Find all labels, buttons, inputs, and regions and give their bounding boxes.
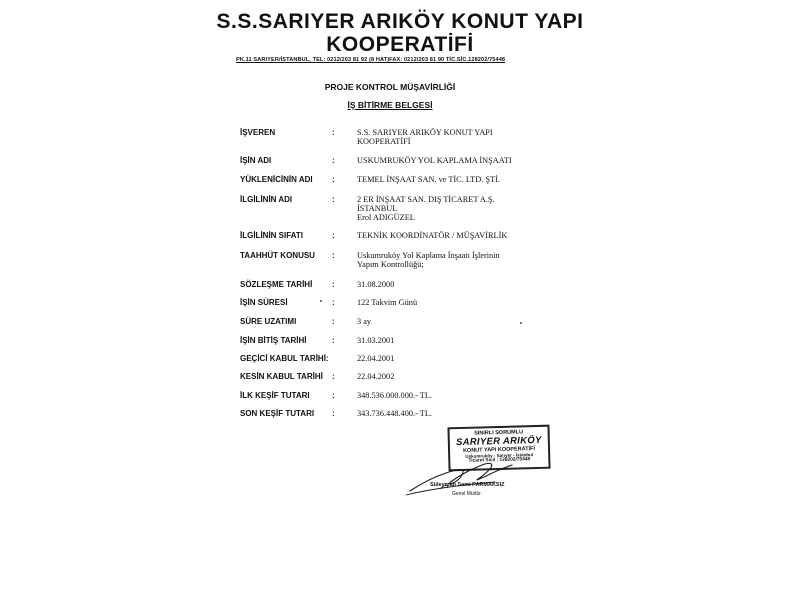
colon: : [332,391,335,400]
signatory-name: Süleyman Sami PARMAKSIZ [430,482,505,488]
value-line: USKUMRUKÖY YOL KAPLAMA İNŞAATI [357,156,512,165]
subheading: PROJE KONTROL MÜŞAVİRLİĞİ [324,82,456,92]
value-line: 31.03.2001 [357,336,395,345]
label-ilgilinin-sifati: İLGİLİNİN SIFATI [240,231,303,240]
value-isin-bitis-tarihi [357,336,394,345]
stamp-line: SINIRLI SORUMLU [474,429,524,437]
value-line: KOOPERATİFİ [357,137,411,146]
value-ilgilinin-adi [357,195,495,222]
colon: : [332,372,335,381]
value-ilgilinin-sifati [357,231,507,240]
value-line: 348.536.000.000.- TL. [357,391,432,400]
value-sozlesme-tarihi [357,280,394,289]
value-line: 343.736.448.400.- TL. [357,409,432,418]
value-line: 22.04.2002 [357,372,395,381]
value-yuklenicinin-adi [357,175,500,184]
value-line: Uskumruköy Yol Kaplama İnşaatı İşlerinin [357,251,500,260]
value-isveren [357,128,493,146]
label-kesin-kabul-tarihi: KESİN KABUL TARİHİ [240,372,323,381]
value-isin-suresi [357,298,417,307]
value-taahhut-konusu [357,251,500,269]
stamp-line: KONUT YAPI KOOPERATİFİ [462,446,536,454]
value-line: 31.08.2000 [357,280,395,289]
colon: : [332,175,335,184]
value-line: 3 ay [357,317,372,326]
label-ilk-kesif-tutari: İLK KEŞİF TUTARI [240,391,310,400]
value-line: S.S. SARIYER ARIKÖY KONUT YAPI [357,128,493,137]
value-son-kesif-tutari [357,409,432,418]
value-line: TEKNİK KOORDİNATÖR / MÜŞAVİRLİK [357,231,508,240]
value-kesin-kabul-tarihi [357,372,394,381]
label-isin-bitis-tarihi: İŞİN BİTİŞ TARİHİ [240,336,307,345]
colon: : [332,298,335,307]
colon: : [332,317,335,326]
contact-line: PK.11 SARIYER/İSTANBUL, TEL: 0212/203 81 92 (8 HAT)FAX: 0212/203 81 90 TİC.SİC.128202/75448 [236,57,506,63]
label-sure-uzatimi: SÜRE UZATIMI [240,317,297,326]
colon: : [332,156,335,165]
value-line: İSTANBUL [357,204,398,213]
company-title-line1: S.S.SARIYER ARIKÖY KONUT YAPI [216,10,584,33]
label-taahhut-konusu: TAAHHÜT KONUSU [240,251,315,260]
colon: : [332,128,335,137]
signatory-title: Genel Müdür [452,491,481,497]
label-yuklenicinin-adi: YÜKLENİCİNİN ADI [240,175,313,184]
colon: : [332,231,335,240]
value-line: 122 Takvim Günü [357,298,418,307]
value-isin-adi [357,156,512,165]
label-ilgilinin-adi: İLGİLİNİN ADI [240,195,293,204]
scan-speck [320,300,322,302]
document-title: İŞ BİTİRME BELGESİ [347,100,433,110]
label-son-kesif-tutari: SON KEŞİF TUTARI [240,409,315,418]
stamp-line: Uskumruköy - Sarıyer - İstanbul [465,452,534,459]
colon: : [332,336,335,345]
company-title-line2: KOOPERATİFİ [326,33,474,56]
value-gecici-kabul-tarihi [357,354,394,363]
value-line: Yapım Kontrollüğü; [357,260,424,269]
stamp-line: Ticaret Sicil : 128202/75448 [468,457,531,464]
colon: : [332,280,335,289]
value-ilk-kesif-tutari [357,391,432,400]
colon: : [332,195,335,204]
label-isveren: İŞVEREN [240,128,276,137]
colon: : [332,251,335,260]
value-line: 2 ER İNŞAAT SAN. DIŞ TİCARET A.Ş. [357,195,495,204]
value-sure-uzatimi [357,317,371,326]
value-line: Erol ADIGÜZEL [357,213,415,222]
label-sozlesme-tarihi: SÖZLEŞME TARİHİ [240,280,313,289]
label-gecici-kabul-tarihi: GEÇİCİ KABUL TARİHİ: [240,354,329,363]
stamp-line: SARIYER ARIKÖY [455,434,542,449]
label-isin-suresi: İŞİN SÜRESİ [240,298,288,307]
scan-speck [520,322,522,324]
value-line: 22.04.2001 [357,354,395,363]
value-line: TEMEL İNŞAAT SAN. ve TİC. LTD. ŞTİ. [357,175,500,184]
label-isin-adi: İŞİN ADI [240,156,272,165]
colon: : [332,409,335,418]
